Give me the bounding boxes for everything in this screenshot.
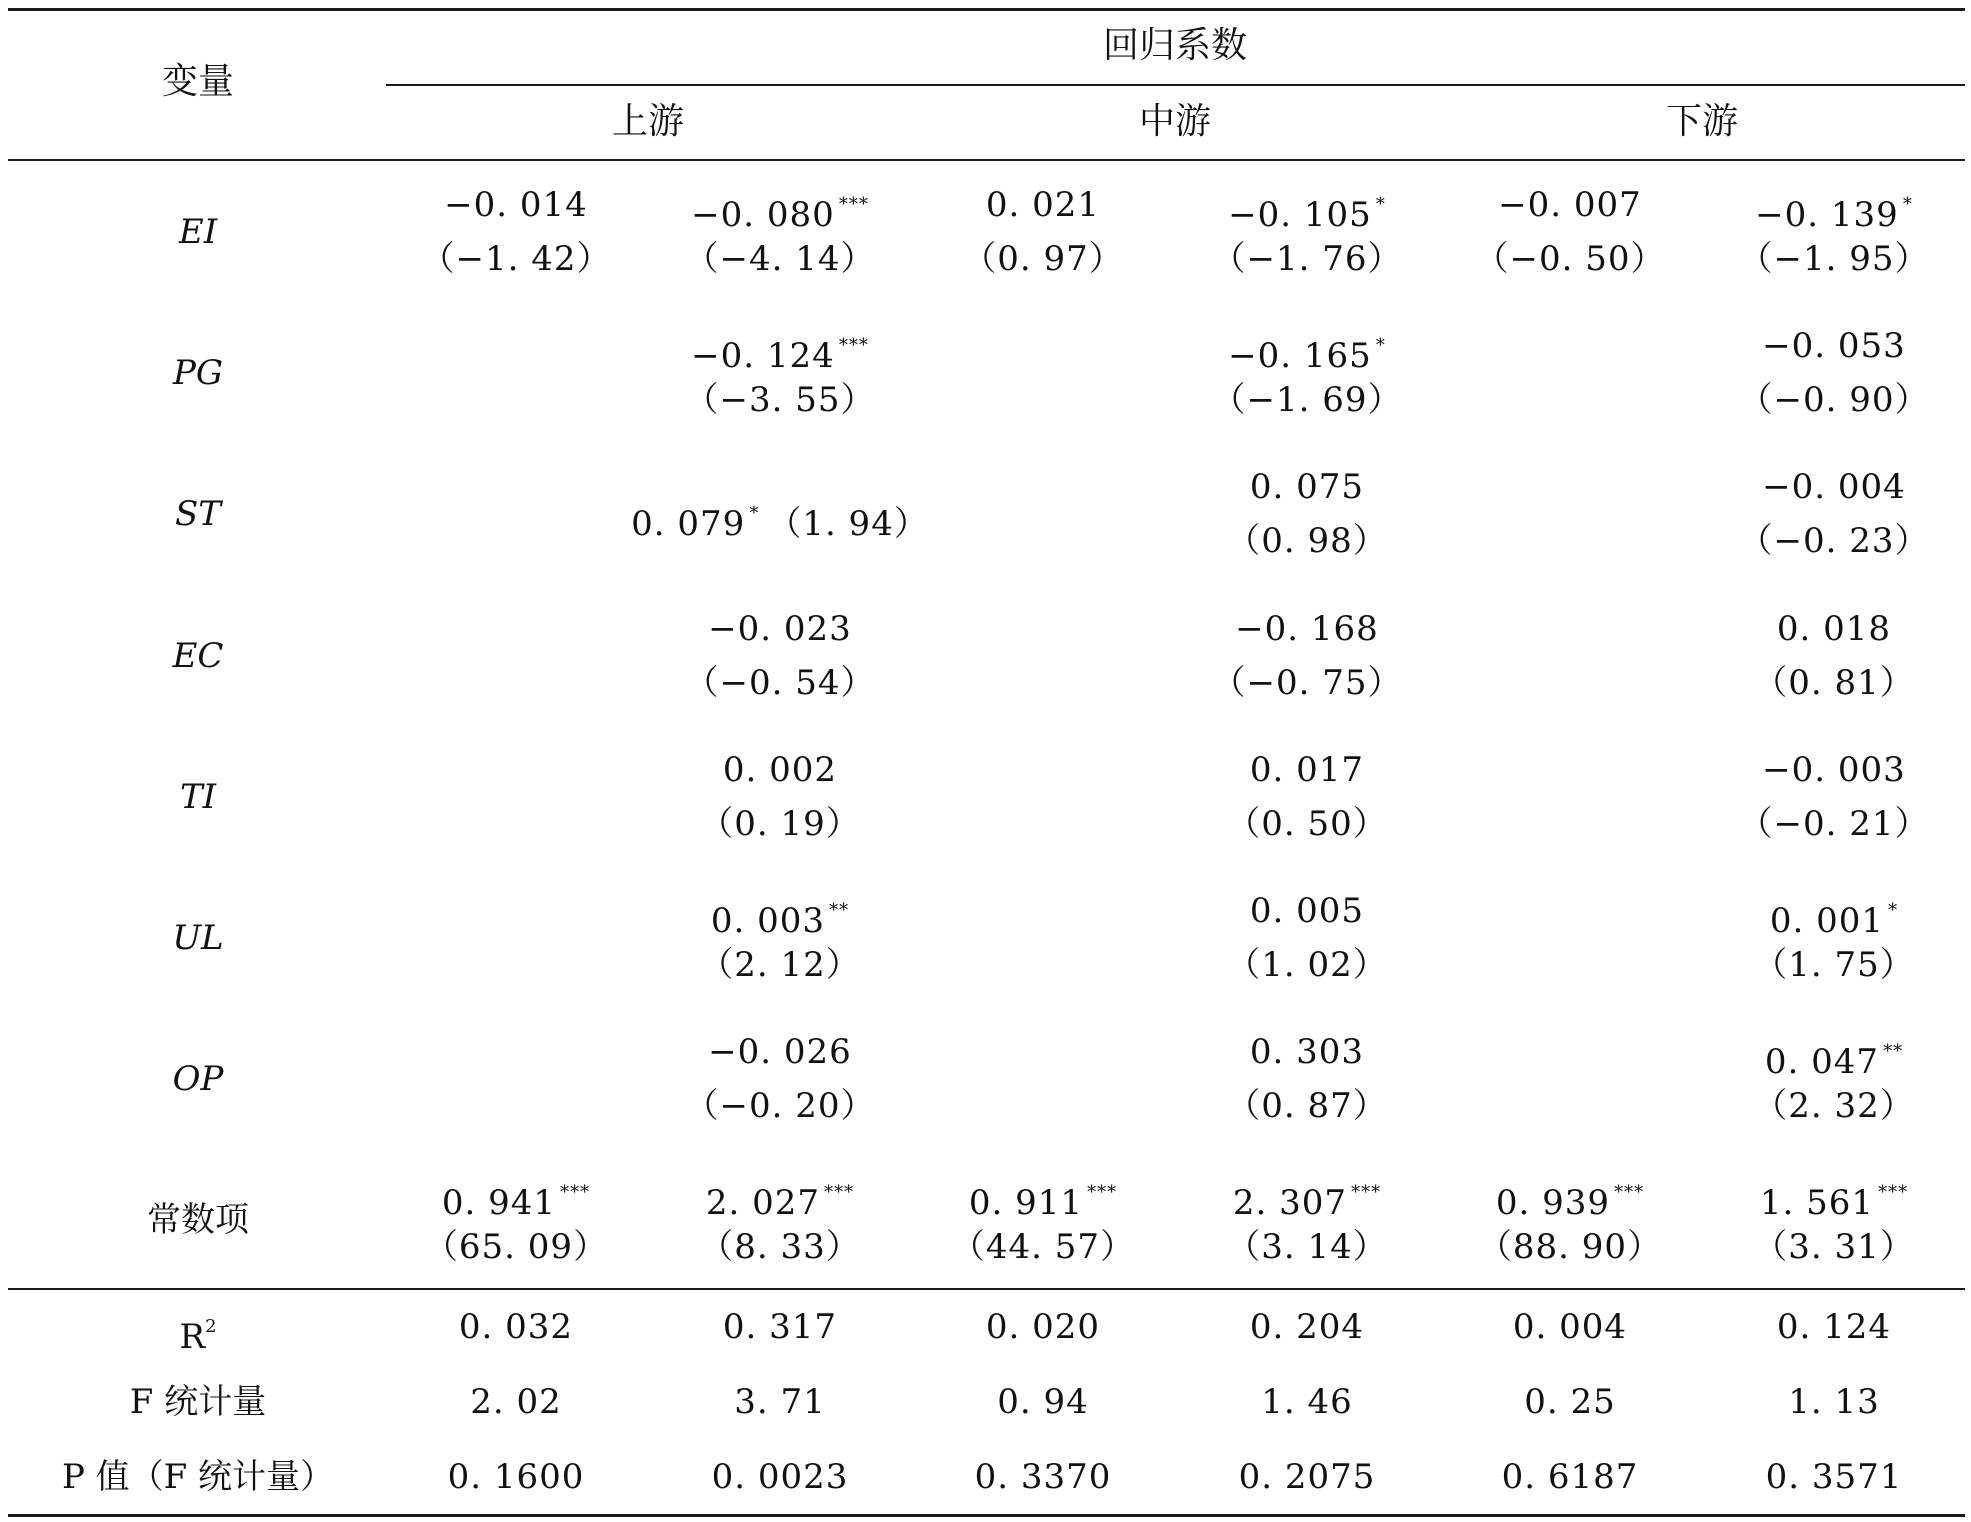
t-statistic: （−1. 76） (1211, 239, 1403, 279)
coefficient-value: −0. 014 (444, 185, 588, 225)
group-header-rule (386, 84, 1965, 86)
column-header-downstream: 下游 (1665, 101, 1738, 142)
coefficient-value: 0. 017 (1249, 749, 1365, 790)
coefficient-value: 0. 018 (1776, 608, 1892, 649)
coefficient-cell (1177, 750, 1437, 790)
t-statistic: （0. 97） (962, 239, 1124, 279)
significance-stars: *** (1087, 1182, 1118, 1204)
row-variable-label: TI (179, 776, 217, 817)
coefficient-value: −0. 080 (691, 195, 835, 235)
significance-stars: *** (560, 1182, 591, 1204)
coefficient-cell (1177, 1173, 1437, 1223)
significance-stars: *** (1614, 1182, 1645, 1204)
coefficient-value: −0. 105 (1228, 195, 1372, 235)
t-statistic: （−0. 23） (1738, 521, 1930, 562)
t-statistic: （3. 14） (1226, 1227, 1388, 1268)
t-statistic: （−1. 95） (1738, 239, 1930, 279)
coefficient-cell (1704, 185, 1964, 235)
coefficient-value: −0. 165 (1228, 336, 1372, 377)
stat-value: 0. 004 (1512, 1307, 1628, 1347)
stat-value: 0. 6187 (1501, 1457, 1639, 1497)
significance-stars: *** (838, 194, 869, 215)
coefficient-value: 0. 075 (1249, 467, 1365, 508)
column-header-midstream: 中游 (1138, 101, 1211, 142)
coefficient-cell (1177, 467, 1437, 507)
coefficient-cell (650, 891, 910, 941)
bottom-rule (8, 1514, 1965, 1517)
coefficient-value: 0. 005 (1249, 891, 1365, 931)
coefficient-value: −0. 004 (1762, 467, 1906, 508)
header-bottom-rule (8, 159, 1965, 161)
stat-value: 2. 02 (470, 1382, 562, 1422)
coefficient-cell (1704, 326, 1964, 366)
significance-stars: * (1375, 194, 1386, 215)
row-variable-label: UL (172, 918, 224, 958)
t-statistic: （−0. 21） (1738, 803, 1930, 844)
t-statistic: （0. 98） (1226, 521, 1388, 562)
top-rule (8, 8, 1965, 11)
coefficient-cell (1177, 326, 1437, 376)
row-variable-label: OP (172, 1059, 224, 1100)
coefficient-cell (650, 1032, 910, 1072)
t-statistic: （−1. 42） (420, 239, 612, 279)
t-statistic: （0. 19） (699, 803, 861, 844)
t-statistic: （65. 09） (423, 1227, 609, 1268)
row-variable-label: EI (178, 212, 218, 252)
coefficient-cell (1177, 609, 1437, 649)
coefficient-cell (1704, 1032, 1964, 1082)
coefficient-cell (1440, 185, 1700, 225)
coefficient-value: 0. 002 (722, 749, 838, 790)
variable-header: 变量 (161, 61, 234, 102)
stat-label-r2 (28, 1307, 368, 1357)
t-statistic: （−0. 50） (1474, 239, 1666, 279)
stat-value: 0. 1600 (447, 1457, 585, 1497)
significance-stars: ** (1883, 1041, 1904, 1063)
significance-stars: * (1902, 194, 1913, 215)
stat-value: 0. 020 (985, 1307, 1101, 1347)
stat-label-text: F 统计量 (129, 1382, 267, 1422)
stat-label-p (28, 1457, 368, 1497)
t-statistic: （2. 32） (1753, 1086, 1915, 1127)
stat-value: 3. 71 (734, 1382, 826, 1422)
coefficient-cell (650, 1173, 910, 1223)
coefficient-cell (650, 185, 910, 235)
stat-value: 0. 3370 (974, 1457, 1112, 1497)
coefficient-value: 1. 561 (1759, 1183, 1875, 1224)
coefficient-value: −0. 139 (1755, 195, 1899, 235)
t-statistic: （0. 81） (1753, 662, 1915, 703)
coefficient-value: 2. 307 (1232, 1183, 1348, 1224)
coefficient-cell (386, 1173, 646, 1223)
coefficient-cell (650, 609, 910, 649)
coefficient-cell (1704, 609, 1964, 649)
stat-value: 0. 94 (997, 1382, 1089, 1422)
coefficient-cell (1704, 1173, 1964, 1223)
t-statistic: （−0. 54） (684, 662, 876, 703)
t-statistic: （2. 12） (699, 945, 861, 985)
t-statistic: （1. 75） (1753, 945, 1915, 985)
coefficient-cell (913, 185, 1173, 225)
significance-stars: * (1888, 900, 1899, 921)
coefficient-cell (1704, 891, 1964, 941)
coefficient-cell (650, 750, 910, 790)
coefficient-value: −0. 168 (1235, 608, 1379, 649)
coefficient-value: −0. 023 (708, 608, 852, 649)
superscript-two: 2 (205, 1316, 217, 1337)
significance-stars: *** (824, 1182, 855, 1204)
t-statistic: （0. 50） (1226, 803, 1388, 844)
coefficient-value: 0. 047 (1764, 1042, 1880, 1083)
stat-value: 0. 3571 (1765, 1457, 1903, 1497)
coefficient-value: 0. 303 (1249, 1032, 1365, 1073)
coefficient-value: −0. 026 (708, 1032, 852, 1073)
coefficient-value: 0. 939 (1495, 1183, 1611, 1224)
coefficient-value: 0. 021 (985, 185, 1101, 225)
t-statistic: （44. 57） (950, 1227, 1136, 1268)
stat-value: 0. 204 (1249, 1307, 1365, 1347)
stat-label-text: P 值（F 统计量） (61, 1457, 335, 1497)
t-statistic: （−3. 55） (684, 380, 876, 421)
stat-value: 0. 124 (1776, 1307, 1892, 1347)
regression-coefficients-header: 回归系数 (1102, 25, 1247, 66)
coefficient-value: 0. 911 (968, 1183, 1084, 1224)
row-variable-label: EC (172, 635, 224, 676)
coefficient-value: −0. 053 (1762, 326, 1906, 367)
t-statistic: （1. 94） (767, 504, 929, 545)
coefficient-cell (1704, 467, 1964, 507)
coefficient-cell (913, 1173, 1173, 1223)
significance-stars: *** (1351, 1182, 1382, 1204)
coefficient-value: 2. 027 (705, 1183, 821, 1224)
t-statistic: （−1. 69） (1211, 380, 1403, 421)
coefficient-value: −0. 007 (1498, 185, 1642, 225)
coefficient-value: −0. 003 (1762, 749, 1906, 790)
coefficient-cell (620, 494, 940, 544)
t-statistic: （−4. 14） (684, 239, 876, 279)
stat-value: 1. 13 (1788, 1382, 1880, 1422)
stat-value: 0. 317 (722, 1307, 838, 1347)
coefficient-value: 0. 001 (1769, 901, 1885, 941)
t-statistic: （88. 90） (1477, 1227, 1663, 1268)
stat-value: 0. 0023 (711, 1457, 849, 1497)
stat-value: 0. 032 (458, 1307, 574, 1347)
t-statistic: （−0. 20） (684, 1086, 876, 1127)
column-header-upstream: 上游 (611, 101, 684, 142)
coefficient-cell (1177, 1032, 1437, 1072)
stat-value: 0. 25 (1524, 1382, 1616, 1422)
significance-stars: *** (838, 335, 869, 357)
coefficient-cell (1177, 891, 1437, 931)
coefficient-value: −0. 124 (691, 336, 835, 377)
t-statistic: （1. 02） (1226, 945, 1388, 985)
stat-label-f (28, 1382, 368, 1422)
coefficient-cell (1704, 750, 1964, 790)
coefficient-value: 0. 941 (441, 1183, 557, 1224)
coefficient-cell (386, 185, 646, 225)
coefficient-value: 0. 003 (710, 901, 826, 941)
stats-separator-rule (8, 1288, 1965, 1290)
row-variable-label: PG (172, 353, 224, 394)
row-variable-label: ST (175, 494, 221, 535)
t-statistic: （0. 87） (1226, 1086, 1388, 1127)
significance-stars: * (1375, 335, 1386, 357)
stat-label-text: R (179, 1317, 206, 1357)
t-statistic: （8. 33） (699, 1227, 861, 1268)
coefficient-cell (1177, 185, 1437, 235)
t-statistic: （3. 31） (1753, 1227, 1915, 1268)
coefficient-value: 0. 079 (631, 504, 746, 545)
row-variable-label: 常数项 (147, 1200, 249, 1241)
significance-stars: * (749, 503, 760, 525)
coefficient-cell (1440, 1173, 1700, 1223)
significance-stars: *** (1878, 1182, 1909, 1204)
significance-stars: ** (829, 900, 850, 921)
t-statistic: （−0. 75） (1211, 662, 1403, 703)
coefficient-cell (650, 326, 910, 376)
t-statistic: （−0. 90） (1738, 380, 1930, 421)
stat-value: 0. 2075 (1238, 1457, 1376, 1497)
stat-value: 1. 46 (1261, 1382, 1353, 1422)
